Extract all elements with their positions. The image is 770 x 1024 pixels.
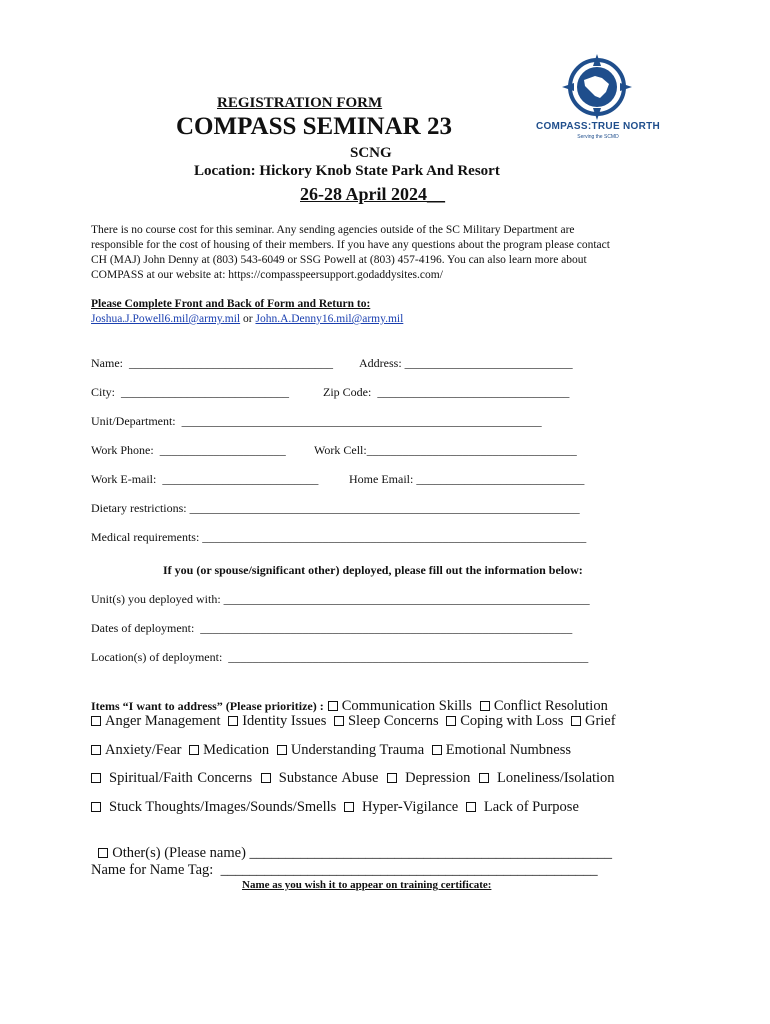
- org-name: SCNG: [350, 145, 392, 161]
- return-emails: [91, 313, 403, 325]
- items-other[interactable]: [91, 828, 612, 862]
- checkbox-icon[interactable]: [261, 773, 271, 783]
- zip-code-field[interactable]: Zip Code: ________________________________: [323, 385, 570, 399]
- checkbox-item[interactable]: Coping with Loss: [446, 713, 567, 729]
- checkbox-icon[interactable]: [91, 745, 101, 755]
- email-link-powell[interactable]: Joshua.J.Powell6.mil@army.mil: [91, 313, 241, 325]
- deployed-units-field[interactable]: Unit(s) you deployed with: _____________________________________________________________: [91, 592, 590, 606]
- checkbox-item[interactable]: Stuck Thoughts/Images/Sounds/Smells: [91, 799, 340, 815]
- location: Location: Hickory Knob State Park And Resort: [194, 163, 500, 179]
- deployment-locations-field[interactable]: Location(s) of deployment: ____________________________________________________________: [91, 650, 589, 664]
- dietary-restrictions-field[interactable]: Dietary restrictions: _________________________________________________________________: [91, 501, 580, 515]
- return-heading: Please Complete Front and Back of Form and Return to:: [91, 298, 371, 310]
- checkbox-item[interactable]: Spiritual/Faith Concerns: [91, 770, 256, 786]
- intro-paragraph: [91, 223, 610, 283]
- items-row-5: [91, 799, 579, 816]
- checkbox-icon[interactable]: [334, 716, 344, 726]
- intro-line: There is no course cost for this seminar. Any sending agencies outside of the SC Military Department are: [91, 224, 575, 236]
- checkbox-item[interactable]: Anxiety/Fear: [91, 742, 186, 758]
- work-phone-field[interactable]: Work Phone: _____________________: [91, 443, 286, 457]
- medical-requirements-field[interactable]: Medical requirements: ________________________________________________________________: [91, 530, 587, 544]
- seminar-dates: [300, 184, 445, 205]
- name-tag-field[interactable]: Name for Name Tag: ____________________________________________________: [91, 862, 598, 878]
- items-row-2: [91, 713, 616, 730]
- compass-logo: [528, 54, 668, 140]
- checkbox-item[interactable]: Grief: [571, 713, 616, 729]
- checkbox-icon[interactable]: [466, 802, 476, 812]
- checkbox-item[interactable]: Depression: [387, 770, 474, 786]
- other-field[interactable]: Other(s) (Please name) __________________________________________________: [112, 845, 613, 861]
- email-link-denny[interactable]: John.A.Denny16.mil@army.mil: [255, 313, 404, 325]
- checkbox-item[interactable]: Conflict Resolution: [480, 698, 608, 714]
- work-cell-field[interactable]: Work Cell:___________________________________: [314, 443, 577, 457]
- dates-tail: __: [427, 184, 446, 204]
- intro-line: responsible for the cost of housing of their members. If you have any questions about the program please contact: [91, 239, 610, 251]
- seminar-title: COMPASS SEMINAR 23: [176, 113, 452, 140]
- items-intro: Items “I want to address” (Please prioritize) :: [91, 699, 324, 713]
- checkbox-icon[interactable]: [91, 716, 101, 726]
- intro-line: CH (MAJ) John Denny at (803) 543-6049 or SSG Powell at (803) 457-4196. You can also learn more about: [91, 254, 587, 266]
- logo-name: COMPASS:TRUE NORTH: [535, 121, 661, 132]
- checkbox-icon[interactable]: [344, 802, 354, 812]
- checkbox-icon[interactable]: [480, 701, 490, 711]
- checkbox-icon[interactable]: [571, 716, 581, 726]
- items-row-3: [91, 742, 571, 759]
- checkbox-icon[interactable]: [277, 745, 287, 755]
- intro-line: COMPASS at our website at: https://compasspeersupport.godaddysites.com/: [91, 269, 443, 281]
- checkbox-icon[interactable]: [432, 745, 442, 755]
- name-field[interactable]: Name: __________________________________: [91, 356, 333, 370]
- checkbox-icon[interactable]: [189, 745, 199, 755]
- checkbox-item[interactable]: Communication Skills: [328, 698, 476, 714]
- checkbox-icon[interactable]: [91, 773, 101, 783]
- logo-tagline: Serving the SCMD: [577, 134, 619, 140]
- checkbox-item[interactable]: Hyper-Vigilance: [344, 799, 462, 815]
- checkbox-icon[interactable]: [98, 848, 108, 858]
- dates-text: 26-28 April 2024: [300, 184, 428, 204]
- email-connector: or: [240, 313, 256, 325]
- city-field[interactable]: City: ____________________________: [91, 385, 290, 399]
- checkbox-icon[interactable]: [328, 701, 338, 711]
- checkbox-item[interactable]: Loneliness/Isolation: [479, 770, 615, 786]
- unit-department-field[interactable]: Unit/Department: ____________________________________________________________: [91, 414, 542, 428]
- work-email-field[interactable]: Work E-mail: __________________________: [91, 472, 319, 486]
- deployment-heading: If you (or spouse/significant other) deployed, please fill out the information below:: [163, 563, 583, 577]
- checkbox-item[interactable]: Emotional Numbness: [432, 742, 571, 758]
- checkbox-item[interactable]: Medication: [189, 742, 273, 758]
- checkbox-icon[interactable]: [91, 802, 101, 812]
- checkbox-item[interactable]: Identity Issues: [228, 713, 330, 729]
- checkbox-item[interactable]: Anger Management: [91, 713, 225, 729]
- home-email-field[interactable]: Home Email: ____________________________: [349, 472, 585, 486]
- checkbox-item[interactable]: Sleep Concerns: [334, 713, 443, 729]
- deployment-dates-field[interactable]: Dates of deployment: ______________________________________________________________: [91, 621, 573, 635]
- checkbox-icon[interactable]: [228, 716, 238, 726]
- form-label: REGISTRATION FORM: [217, 95, 383, 111]
- compass-emblem-icon: [562, 54, 632, 120]
- checkbox-item[interactable]: Lack of Purpose: [466, 799, 579, 815]
- checkbox-item[interactable]: Substance Abuse: [261, 770, 383, 786]
- checkbox-item[interactable]: Understanding Trauma: [277, 742, 428, 758]
- items-row-4: [91, 770, 615, 787]
- name-tag-note: Name as you wish it to appear on training certificate:: [242, 879, 492, 891]
- checkbox-icon[interactable]: [446, 716, 456, 726]
- checkbox-icon[interactable]: [479, 773, 489, 783]
- checkbox-icon[interactable]: [387, 773, 397, 783]
- address-field[interactable]: Address: ____________________________: [359, 356, 573, 370]
